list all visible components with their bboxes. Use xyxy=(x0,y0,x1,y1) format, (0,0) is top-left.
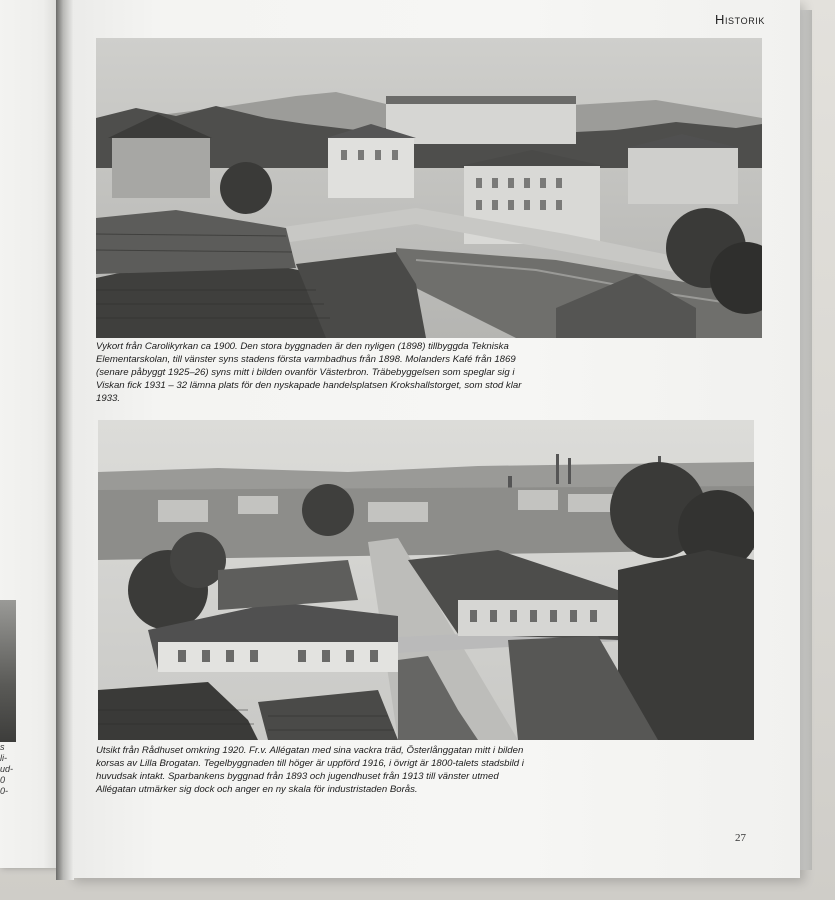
historic-photo-2 xyxy=(98,420,754,740)
section-title: Historik xyxy=(714,12,765,27)
historic-photo-2-image xyxy=(98,420,754,740)
page-number: 27 xyxy=(735,832,746,844)
photo-1-caption: Vykort från Carolikyrkan ca 1900. Den stora byggnaden är den nyligen (1898) tillbyggda Tekniska Elementarskolan, till vänster syns stadens första varmbadhus från 1898. Molanders Kafé från 1869 (senare påbyggt 1925–26) syns mitt i bilden ovanför Västerbron. Träbebyggelsen som speglar sig i Viskan fick 1931 – 32 lämna plats för den nyskapade handelsplatsen Krokshallstorget, som stod klar 1933. xyxy=(96,341,522,404)
historic-photo-1 xyxy=(96,38,762,338)
left-page-photo-fragment xyxy=(0,600,16,742)
book-gutter xyxy=(56,0,74,880)
photo-2-caption: Utsikt från Rådhuset omkring 1920. Fr.v. Allégatan med sina vackra träd, Österlånggatan mitt i bilden korsas av Lilla Brogatan. Tegelbyggnaden till höger är uppförd 1916, i övrigt är 1800-talets stadsbild i huvudsak intakt. Sparbankens byggnad från 1893 och jugendhuset från 1913 till vänster utmed Allégatan utmärker sig dock och anger en ny skala för industristaden Borås. xyxy=(96,745,524,795)
left-page-text-fragment: s li- ud- 0 0- xyxy=(0,742,14,796)
left-page xyxy=(0,0,62,868)
historic-photo-1-image xyxy=(96,38,762,338)
